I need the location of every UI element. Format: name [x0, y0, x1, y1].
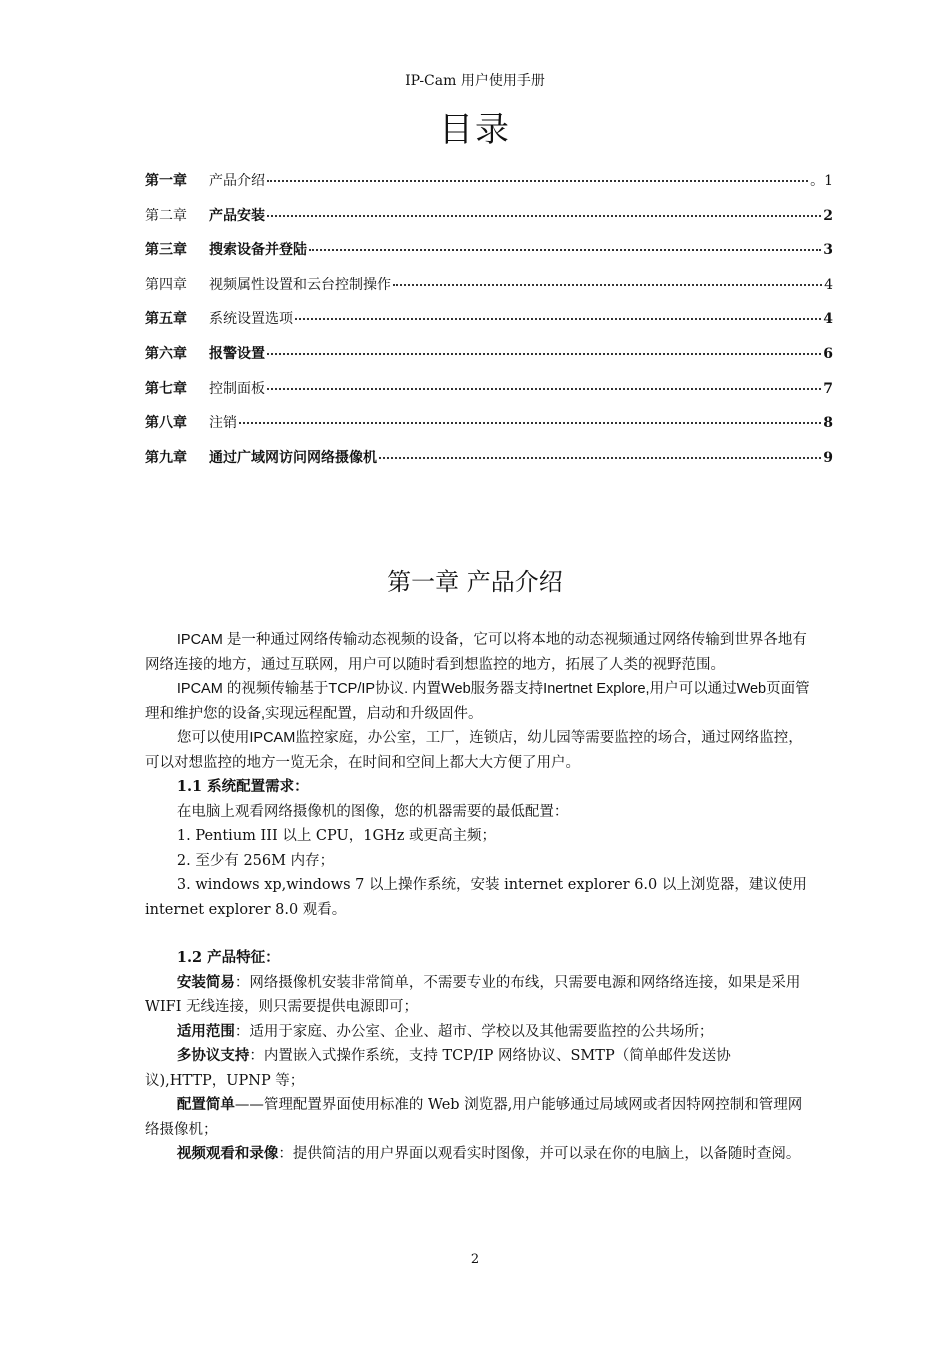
chapter-body — [145, 628, 810, 1167]
toc-chapter-label: 第七章 — [145, 380, 187, 397]
feature-item — [145, 1142, 810, 1167]
toc-page-number: 2 — [823, 207, 833, 224]
toc-page-number: 3 — [823, 242, 833, 259]
toc-dot-leader — [267, 215, 821, 217]
toc-chapter-label: 第一章 — [145, 173, 187, 189]
toc-page-number: 4 — [824, 276, 833, 293]
toc-chapter-label: 第五章 — [145, 311, 187, 328]
toc-entry-7[interactable] — [145, 378, 833, 413]
toc-title: 目录 — [439, 110, 511, 150]
toc-dot-leader — [379, 457, 821, 459]
feature-text: 适用于家庭、办公室、企业、超市、学校以及其他需要监控的公共场所； — [249, 1023, 714, 1040]
feature-item — [145, 1093, 810, 1142]
page-number: 2 — [470, 1252, 480, 1267]
section-title-text: 1.1 系统配置需求： — [176, 778, 309, 795]
toc-entry-1[interactable] — [145, 170, 833, 205]
feature-item — [145, 1020, 810, 1045]
toc-entry-title: 通过广域网访问网络摄像机 — [209, 449, 377, 466]
chapter-heading: 第一章 产品介绍 — [387, 568, 563, 596]
toc-entry-3[interactable] — [145, 239, 833, 274]
toc-entry-title: 报警设置 — [209, 345, 265, 362]
toc-entry-8[interactable] — [145, 412, 833, 447]
section-title — [145, 946, 810, 971]
feature-separator: ： — [278, 1146, 293, 1162]
feature-separator: ： — [234, 974, 250, 991]
toc-entry-title: 系统设置选项 — [209, 311, 293, 328]
toc-dot-leader — [267, 180, 808, 182]
feature-item — [145, 971, 810, 1020]
toc-entry-title: 产品安装 — [209, 207, 265, 224]
requirement-item: 1. Pentium III 以上 CPU，1GHz 或更高主频； — [176, 828, 496, 844]
intro-paragraph: IPCAM 是一种通过网络传输动态视频的设备，它可以将本地的动态视频通过网络传输到世界各地有网络连接的地方，通过互联网，用户可以随时看到想监控的地方，拓展了人类的视野范围。 — [145, 632, 807, 673]
toc-page-number: 4 — [823, 311, 833, 328]
running-header: IP-Cam 用户使用手册 — [405, 73, 545, 89]
feature-text: 管理配置界面使用标准的 Web 浏览器,用户能够通过局域网或者因特网控制和管理网络摄像机； — [145, 1097, 803, 1138]
feature-separator: ： — [234, 1023, 250, 1040]
feature-label: 适用范围 — [176, 1022, 235, 1040]
toc-entry-title: 控制面板 — [209, 380, 265, 397]
feature-label: 视频观看和录像 — [176, 1145, 279, 1162]
toc-entry-2[interactable] — [145, 205, 833, 240]
toc-page-number: 9 — [823, 449, 833, 466]
feature-text: 提供简洁的用户界面以观看实时图像，并可以录在你的电脑上，以备随时查阅。 — [292, 1146, 801, 1162]
table-of-contents — [145, 170, 833, 481]
feature-label: 多协议支持 — [176, 1047, 250, 1064]
toc-chapter-label: 第四章 — [145, 276, 187, 293]
toc-page-number: 7 — [823, 380, 833, 397]
toc-entry-5[interactable] — [145, 308, 833, 343]
toc-chapter-label: 第六章 — [145, 345, 187, 362]
toc-chapter-label: 第八章 — [145, 415, 187, 432]
toc-dot-leader — [393, 284, 822, 286]
toc-dot-leader — [267, 388, 821, 390]
toc-page-number: 6 — [823, 345, 833, 362]
feature-item — [145, 1044, 810, 1093]
toc-entry-title: 搜索设备并登陆 — [209, 242, 307, 259]
toc-dot-leader — [267, 353, 821, 355]
requirement-item: 2. 至少有 256M 内存； — [176, 852, 335, 869]
toc-entry-9[interactable] — [145, 447, 833, 482]
toc-dot-leader — [295, 318, 821, 320]
toc-dot-leader — [309, 249, 821, 251]
requirements-lead: 在电脑上观看网络摄像机的图像，您的机器需要的最低配置： — [176, 803, 569, 820]
section-title — [145, 775, 810, 800]
feature-label: 安装简易 — [176, 973, 235, 991]
toc-chapter-label: 第二章 — [145, 207, 187, 224]
intro-paragraph: 您可以使用IPCAM监控家庭，办公室，工厂，连锁店，幼儿园等需要监控的场合，通过网络监控，可以对想监控的地方一览无余，在时间和空间上都大大方便了用户。 — [145, 730, 803, 771]
feature-separator: —— — [234, 1097, 264, 1113]
toc-chapter-label: 第三章 — [145, 242, 187, 259]
toc-entry-title: 注销 — [209, 415, 237, 432]
toc-entry-title: 产品介绍 — [209, 173, 265, 189]
feature-text: 内置嵌入式操作系统，支持 TCP/IP 网络协议、SMTP（简单邮件发送协议),HTTP，UPNP 等； — [145, 1048, 731, 1089]
section-title-text: 1.2 产品特征： — [176, 949, 280, 966]
requirement-item: 3. windows xp,windows 7 以上操作系统，安装 internet explorer 6.0 以上浏览器，建议使用 internet explorer 8.0 观看。 — [145, 877, 807, 918]
toc-dot-leader — [239, 422, 821, 424]
feature-separator: ： — [249, 1048, 264, 1064]
paragraph-spacer — [145, 922, 810, 946]
toc-entry-6[interactable] — [145, 343, 833, 378]
toc-page-number: 。1 — [810, 173, 833, 189]
feature-text: 网络摄像机安装非常简单，不需要专业的布线，只需要电源和网络络连接，如果是采用 WIFI 无线连接，则只需要提供电源即可； — [145, 974, 801, 1015]
intro-paragraph: IPCAM 的视频传输基于TCP/IP协议. 内置Web服务器支持Inertnet Explore,用户可以通过Web页面管理和维护您的设备,实现远程配置，启动和升级固件。 — [145, 681, 810, 722]
toc-page-number: 8 — [823, 415, 833, 432]
toc-entry-title: 视频属性设置和云台控制操作 — [209, 276, 391, 293]
toc-entry-4[interactable] — [145, 274, 833, 309]
feature-label: 配置简单 — [176, 1096, 235, 1113]
toc-chapter-label: 第九章 — [145, 449, 187, 466]
